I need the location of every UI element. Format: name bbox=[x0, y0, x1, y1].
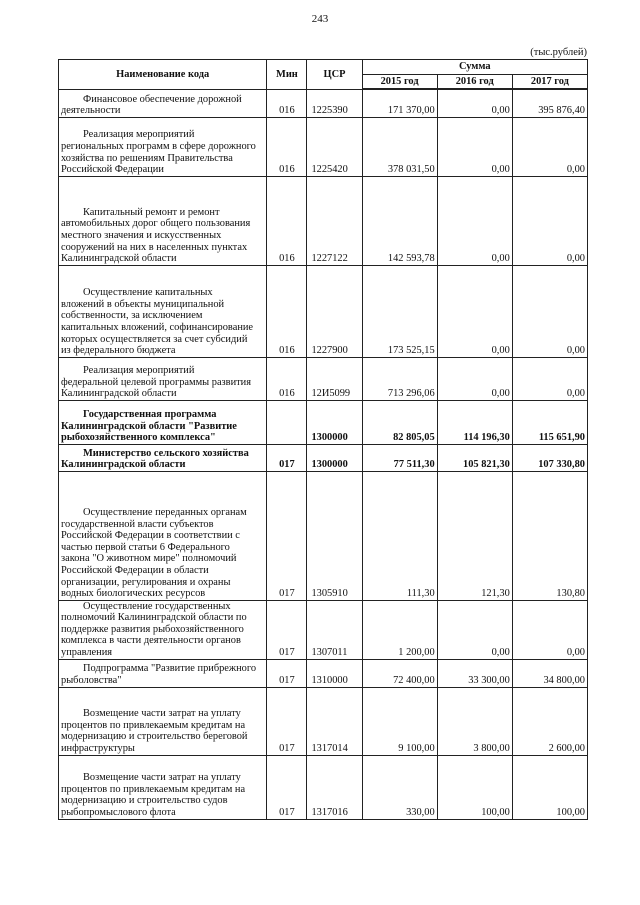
row-2017-cell: 115 651,90 bbox=[512, 400, 587, 444]
row-2016-cell: 121,30 bbox=[437, 471, 512, 600]
row-2016-cell: 0,00 bbox=[437, 89, 512, 117]
row-min-cell: 016 bbox=[267, 357, 307, 400]
row-csr-cell: 1227122 bbox=[307, 176, 362, 265]
row-2015-cell: 111,30 bbox=[362, 471, 437, 600]
row-min-cell bbox=[267, 400, 307, 444]
table-row bbox=[59, 357, 588, 400]
row-2015-cell: 713 296,06 bbox=[362, 357, 437, 400]
row-name-cell: Министерство сельского хозяйства Калининградской области bbox=[59, 444, 267, 471]
budget-table bbox=[58, 59, 588, 820]
row-2015-cell: 9 100,00 bbox=[362, 687, 437, 755]
table-row bbox=[59, 89, 588, 117]
row-2017-cell: 107 330,80 bbox=[512, 444, 587, 471]
row-2015-cell: 142 593,78 bbox=[362, 176, 437, 265]
table-row bbox=[59, 471, 588, 600]
header-year-2015: 2015 год bbox=[362, 74, 437, 89]
table-row bbox=[59, 444, 588, 471]
row-min-cell: 017 bbox=[267, 687, 307, 755]
row-name-cell: Возмещение части затрат на уплату процентов по привлекаемым кредитам на модернизацию и строительство береговой инфраструктуры bbox=[59, 687, 267, 755]
row-name-cell: Реализация мероприятий федеральной целевой программы развития Калининградской области bbox=[59, 357, 267, 400]
row-csr-cell: 1310000 bbox=[307, 659, 362, 687]
row-csr-cell: 1225390 bbox=[307, 89, 362, 117]
table-row bbox=[59, 117, 588, 176]
table-row bbox=[59, 755, 588, 819]
header-min: Мин bbox=[267, 60, 307, 90]
row-csr-cell: 1300000 bbox=[307, 444, 362, 471]
table-row bbox=[59, 659, 588, 687]
row-2015-cell: 82 805,05 bbox=[362, 400, 437, 444]
row-2015-cell: 1 200,00 bbox=[362, 600, 437, 659]
row-2016-cell: 0,00 bbox=[437, 600, 512, 659]
row-min-cell: 016 bbox=[267, 117, 307, 176]
row-csr-cell: 1317016 bbox=[307, 755, 362, 819]
row-name-cell: Осуществление государственных полномочий Калининградской области по поддержке развития рыбохозяйственного комплекса в части деятельности органов управления bbox=[59, 600, 267, 659]
row-name-cell: Государственная программа Калининградской области "Развитие рыбохозяйственного комплекса" bbox=[59, 400, 267, 444]
row-2017-cell: 395 876,40 bbox=[512, 89, 587, 117]
row-2015-cell: 72 400,00 bbox=[362, 659, 437, 687]
row-name-cell: Финансовое обеспечение дорожной деятельности bbox=[59, 89, 267, 117]
header-name: Наименование кода bbox=[59, 60, 267, 90]
page-number: 243 bbox=[311, 13, 329, 25]
row-min-cell: 017 bbox=[267, 471, 307, 600]
table-row bbox=[59, 600, 588, 659]
row-2017-cell: 0,00 bbox=[512, 176, 587, 265]
row-2017-cell: 0,00 bbox=[512, 117, 587, 176]
row-min-cell: 017 bbox=[267, 755, 307, 819]
row-2017-cell: 34 800,00 bbox=[512, 659, 587, 687]
row-2015-cell: 378 031,50 bbox=[362, 117, 437, 176]
row-2017-cell: 0,00 bbox=[512, 357, 587, 400]
row-2015-cell: 173 525,15 bbox=[362, 265, 437, 357]
row-csr-cell: 1307011 bbox=[307, 600, 362, 659]
row-2017-cell: 100,00 bbox=[512, 755, 587, 819]
row-name-cell: Реализация мероприятий региональных программ в сфере дорожного хозяйства по решениям Правительства Российской Федерации bbox=[59, 117, 267, 176]
row-2017-cell: 0,00 bbox=[512, 600, 587, 659]
row-2015-cell: 330,00 bbox=[362, 755, 437, 819]
row-csr-cell: 1317014 bbox=[307, 687, 362, 755]
table-row bbox=[59, 265, 588, 357]
header-year-2016: 2016 год bbox=[437, 74, 512, 89]
row-min-cell: 016 bbox=[267, 89, 307, 117]
header-year-2017: 2017 год bbox=[512, 74, 587, 89]
row-min-cell: 016 bbox=[267, 265, 307, 357]
row-2016-cell: 100,00 bbox=[437, 755, 512, 819]
row-csr-cell: 1227900 bbox=[307, 265, 362, 357]
header-csr: ЦСР bbox=[307, 60, 362, 90]
row-2015-cell: 77 511,30 bbox=[362, 444, 437, 471]
row-2016-cell: 33 300,00 bbox=[437, 659, 512, 687]
row-name-cell: Осуществление переданных органам государственной власти субъектов Российской Федерации в соответствии с частью первой статьи 6 Федерального закона "О животном мире" полномочий Российской Федерации в области организации, регулирования и охраны водных биологических ресурсов bbox=[59, 471, 267, 600]
table-body bbox=[59, 89, 588, 819]
row-2016-cell: 114 196,30 bbox=[437, 400, 512, 444]
row-2017-cell: 2 600,00 bbox=[512, 687, 587, 755]
row-min-cell: 017 bbox=[267, 659, 307, 687]
header-sum: Сумма bbox=[362, 60, 587, 75]
row-2017-cell: 130,80 bbox=[512, 471, 587, 600]
row-2016-cell: 3 800,00 bbox=[437, 687, 512, 755]
row-2015-cell: 171 370,00 bbox=[362, 89, 437, 117]
row-name-cell: Капитальный ремонт и ремонт автомобильных дорог общего пользования местного значения и искусственных сооружений на них в населенных пунктах Калининградской области bbox=[59, 176, 267, 265]
table-row bbox=[59, 176, 588, 265]
table-row bbox=[59, 400, 588, 444]
row-2016-cell: 0,00 bbox=[437, 265, 512, 357]
row-csr-cell: 12И5099 bbox=[307, 357, 362, 400]
row-csr-cell: 1300000 bbox=[307, 400, 362, 444]
row-name-cell: Возмещение части затрат на уплату процентов по привлекаемым кредитам на модернизацию и строительство судов рыбопромыслового флота bbox=[59, 755, 267, 819]
row-2016-cell: 0,00 bbox=[437, 176, 512, 265]
row-name-cell: Подпрограмма "Развитие прибрежного рыболовства" bbox=[59, 659, 267, 687]
units-label: (тыс.рублей) bbox=[530, 47, 587, 58]
row-min-cell: 017 bbox=[267, 600, 307, 659]
row-csr-cell: 1305910 bbox=[307, 471, 362, 600]
row-2016-cell: 0,00 bbox=[437, 117, 512, 176]
row-2016-cell: 0,00 bbox=[437, 357, 512, 400]
row-name-cell: Осуществление капитальных вложений в объекты муниципальной собственности, за исключением капитальных вложений, софинансирование которых осуществляется за счет субсидий из федерального бюджета bbox=[59, 265, 267, 357]
row-min-cell: 017 bbox=[267, 444, 307, 471]
table-row bbox=[59, 687, 588, 755]
row-2016-cell: 105 821,30 bbox=[437, 444, 512, 471]
row-csr-cell: 1225420 bbox=[307, 117, 362, 176]
row-min-cell: 016 bbox=[267, 176, 307, 265]
row-2017-cell: 0,00 bbox=[512, 265, 587, 357]
